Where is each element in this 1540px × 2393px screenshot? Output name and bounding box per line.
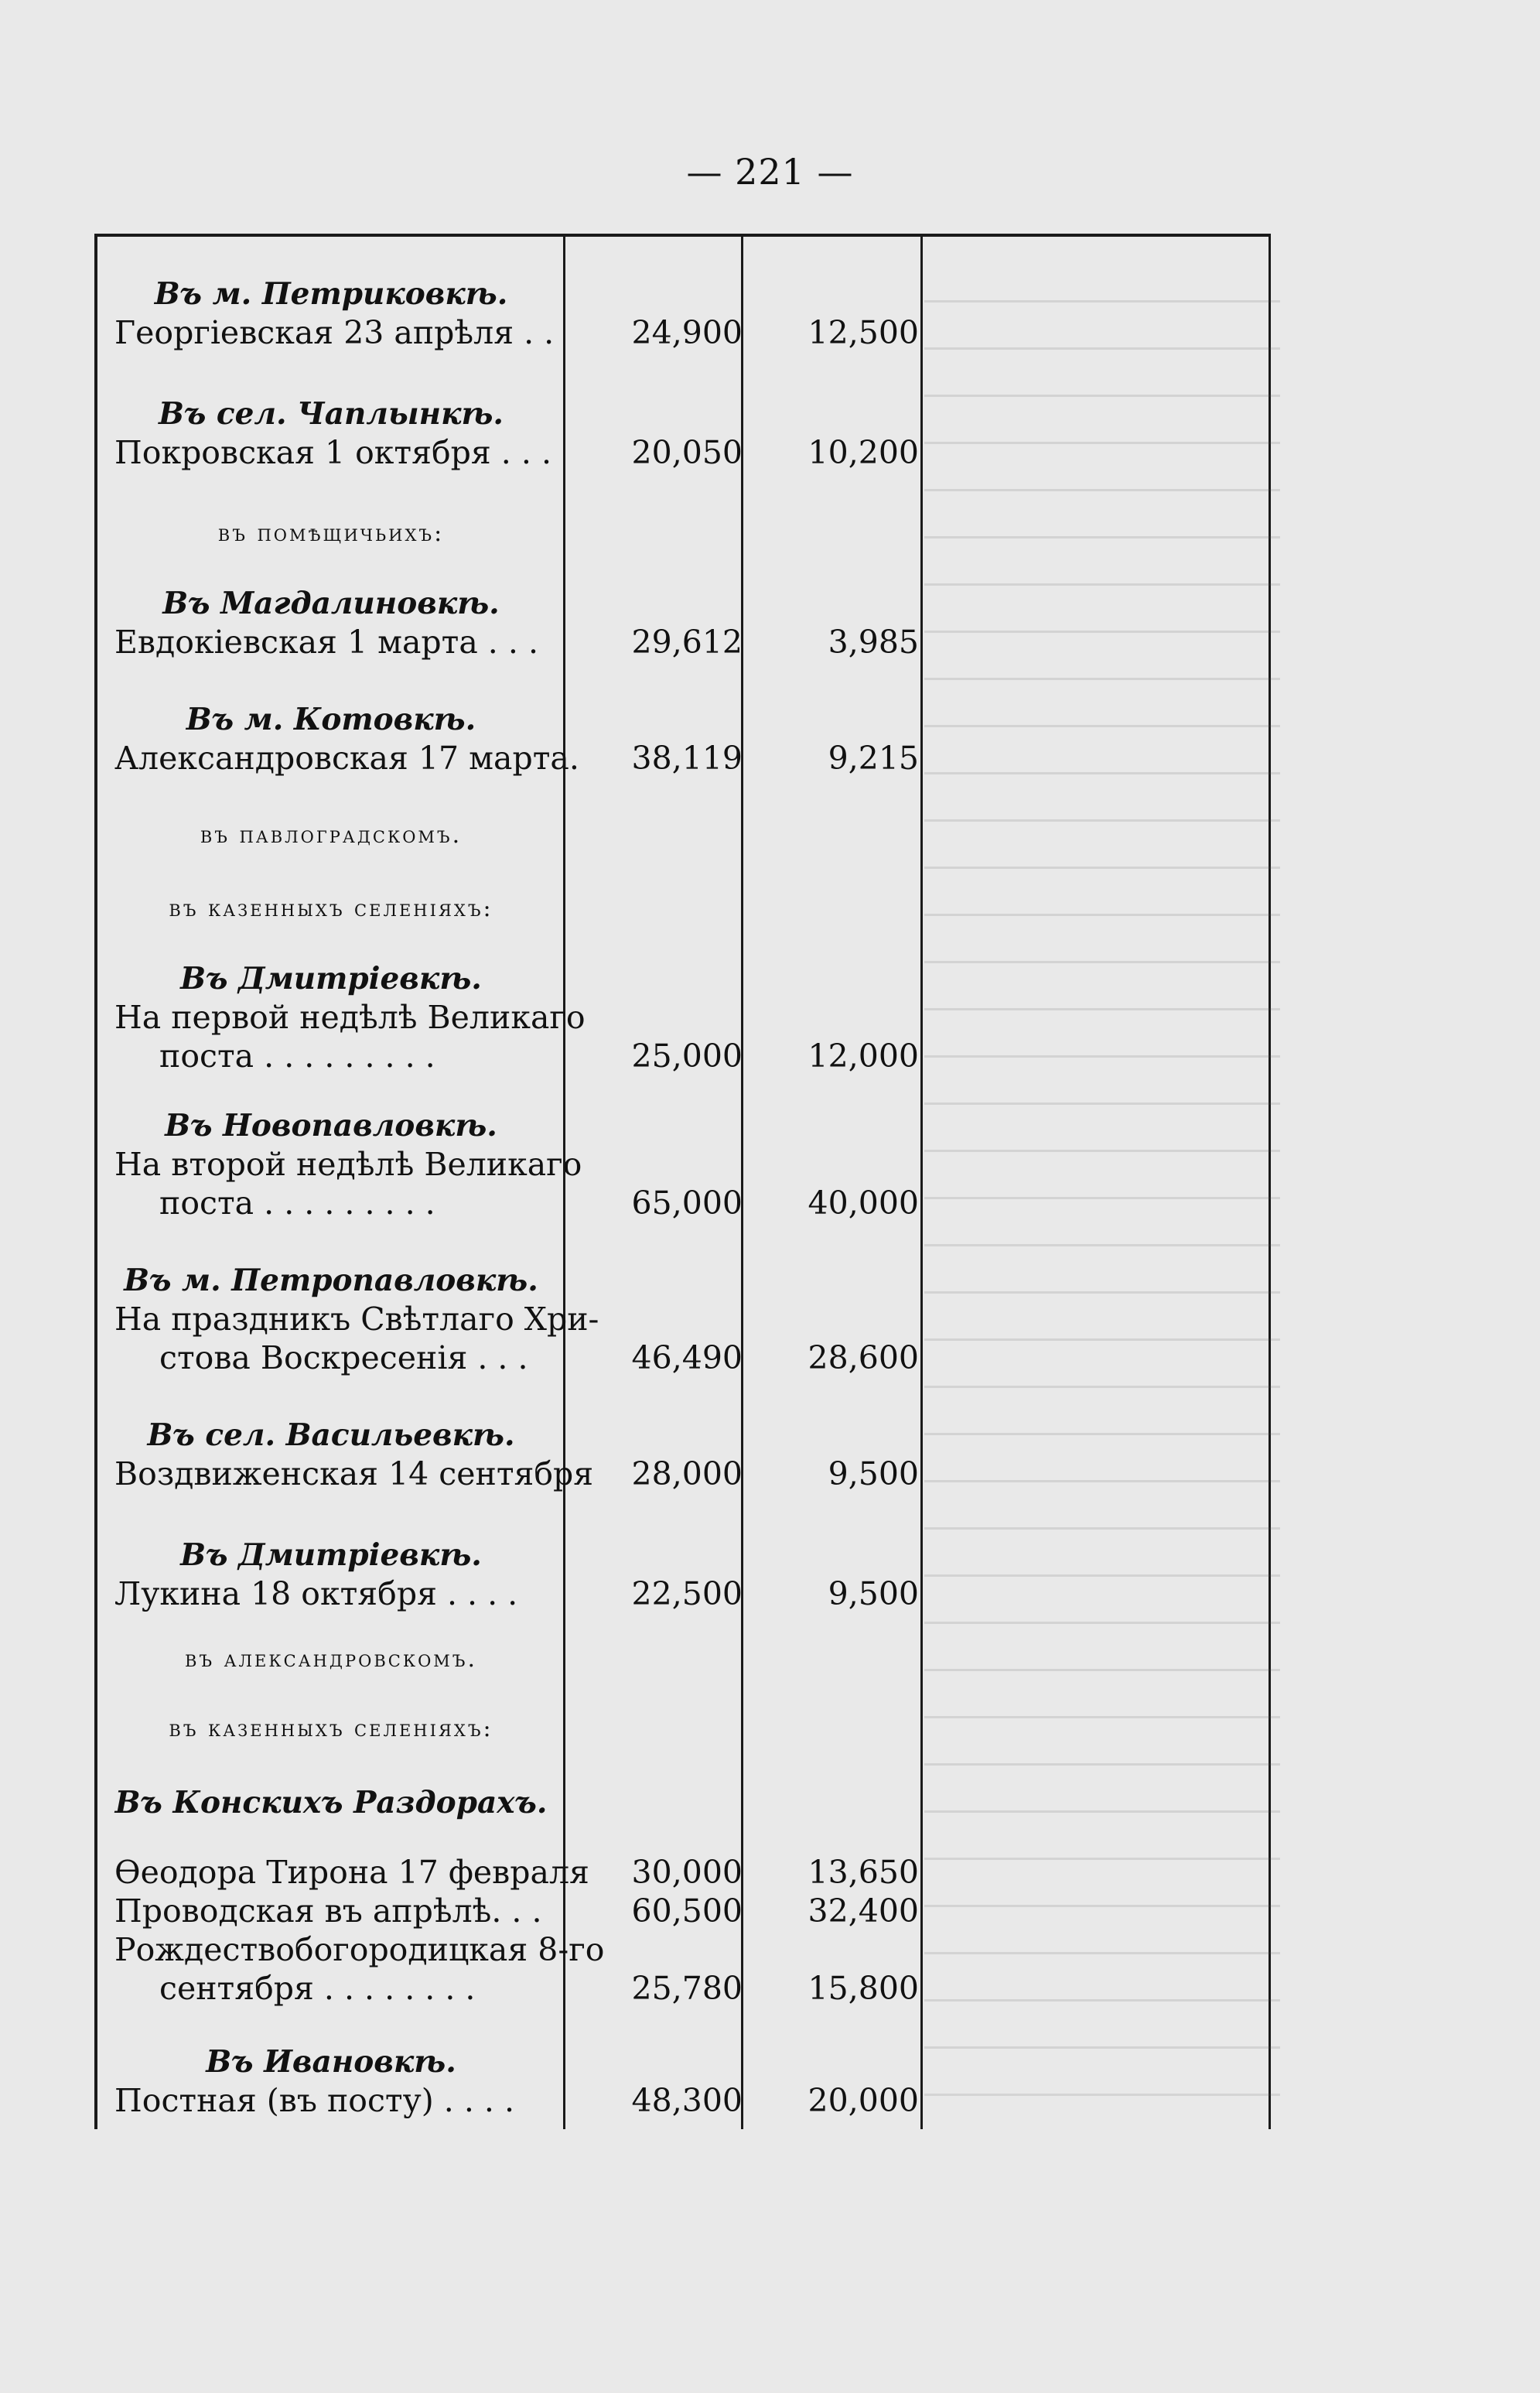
fair-entry <box>114 998 919 1037</box>
entry-label: Въ м. Петропавловкѣ. <box>124 1263 538 1298</box>
fair-entry <box>114 1892 919 1930</box>
entry-label: Евдокіевская 1 марта . . . <box>114 624 538 661</box>
value-column-2: 15,800 <box>808 1970 919 2007</box>
value-column-1: 60,500 <box>631 1892 743 1930</box>
fair-entry-continuation <box>114 1338 919 1377</box>
value-column-2: 40,000 <box>808 1185 919 1222</box>
fair-entry <box>114 739 919 778</box>
location-heading <box>114 584 919 623</box>
value-column-2: 3,985 <box>828 624 919 661</box>
value-column-2: 28,600 <box>808 1339 919 1376</box>
location-heading <box>114 1416 919 1455</box>
value-column-1: 38,119 <box>631 740 743 777</box>
fair-entry <box>114 313 919 352</box>
value-column-1: 22,500 <box>631 1575 743 1612</box>
value-column-2: 9,215 <box>828 740 919 777</box>
fair-entry <box>114 1853 919 1892</box>
entry-label: въ казенныхъ селеніяхъ: <box>169 895 493 922</box>
value-column-2: 9,500 <box>828 1575 919 1612</box>
fair-entry <box>114 2081 919 2120</box>
entry-label: Ѳеодора Тирона 17 февраля <box>114 1854 589 1891</box>
fair-entry-continuation <box>114 1037 919 1075</box>
fair-entry <box>114 1300 919 1338</box>
page-number: — 221 — <box>686 151 854 193</box>
entry-label: поста . . . . . . . . . <box>159 1185 435 1222</box>
entry-label: Въ м. Петриковкѣ. <box>154 276 508 312</box>
bleed-through-texture <box>924 255 1280 2112</box>
section-caption <box>114 1640 919 1679</box>
value-column-1: 65,000 <box>631 1185 743 1222</box>
entry-label: Лукина 18 октября . . . . <box>114 1575 518 1612</box>
entry-label: Постная (въ посту) . . . . <box>114 2082 514 2119</box>
section-caption <box>114 1710 919 1749</box>
entry-label: Въ сел. Чаплынкѣ. <box>159 396 504 432</box>
location-heading <box>114 275 919 313</box>
value-column-1: 25,780 <box>631 1970 743 2007</box>
value-column-2: 13,650 <box>808 1854 919 1891</box>
section-caption <box>114 890 919 928</box>
value-column-1: 25,000 <box>631 1038 743 1075</box>
value-column-1: 46,490 <box>631 1339 743 1376</box>
value-column-2: 9,500 <box>828 1455 919 1492</box>
entry-label: Въ Дмитріевкѣ. <box>180 1537 482 1573</box>
value-column-2: 12,500 <box>808 314 919 351</box>
value-column-1: 48,300 <box>631 2082 743 2119</box>
table-top-rule <box>94 234 1270 237</box>
value-column-1: 29,612 <box>631 624 743 661</box>
entry-label: въ помѣщичьихъ: <box>217 520 445 547</box>
location-heading <box>114 1536 919 1574</box>
value-column-1: 30,000 <box>631 1854 743 1891</box>
entry-label: На праздникъ Свѣтлаго Хри- <box>114 1301 599 1338</box>
entry-label: Въ Ивановкѣ. <box>206 2044 456 2080</box>
entry-label: Въ Конскихъ Раздорахъ. <box>114 1785 548 1820</box>
entry-label: поста . . . . . . . . . <box>159 1038 435 1075</box>
value-column-2: 10,200 <box>808 434 919 471</box>
entry-label: въ александровскомъ. <box>184 1646 478 1673</box>
entry-label: Воздвиженская 14 сентября <box>114 1455 594 1492</box>
fair-entry <box>114 1145 919 1184</box>
location-heading <box>114 395 919 433</box>
entry-label: въ казенныхъ селеніяхъ: <box>169 1715 493 1742</box>
entry-label: Покровская 1 октября . . . <box>114 434 551 471</box>
fair-entry-continuation <box>114 1969 919 2008</box>
entry-label: На второй недѣлѣ Великаго <box>114 1146 582 1183</box>
section-caption <box>114 514 919 553</box>
fair-entry-continuation <box>114 1184 919 1222</box>
value-column-1: 28,000 <box>631 1455 743 1492</box>
value-column-2: 32,400 <box>808 1892 919 1930</box>
value-column-2: 12,000 <box>808 1038 919 1075</box>
fair-entry <box>114 1574 919 1613</box>
entry-label: Георгіевская 23 апрѣля . . <box>114 314 555 351</box>
fair-entry <box>114 623 919 661</box>
location-heading <box>114 1106 919 1145</box>
entry-label: стова Воскресенія . . . <box>159 1339 528 1376</box>
fair-entry <box>114 1930 919 1969</box>
location-heading <box>114 1261 919 1300</box>
table-left-rule <box>94 234 97 2129</box>
location-heading <box>114 700 919 739</box>
entry-label: Въ Магдалиновкѣ. <box>162 586 500 621</box>
value-column-2: 20,000 <box>808 2082 919 2119</box>
entry-label: Въ м. Котовкѣ. <box>186 702 476 737</box>
entry-label: На первой недѣлѣ Великаго <box>114 999 586 1036</box>
entry-label: сентября . . . . . . . . <box>159 1970 476 2007</box>
entry-label: Проводская въ апрѣлѣ. . . <box>114 1892 542 1930</box>
value-column-1: 20,050 <box>631 434 743 471</box>
location-heading <box>114 1783 919 1822</box>
fair-entry <box>114 1455 919 1493</box>
entry-label: въ павлоградскомъ. <box>200 822 463 849</box>
value-column-1: 24,900 <box>631 314 743 351</box>
entry-label: Александровская 17 марта. <box>114 740 579 777</box>
section-caption <box>114 816 919 855</box>
entry-label: Въ сел. Васильевкѣ. <box>147 1417 515 1453</box>
column-rule-3 <box>920 234 923 2129</box>
location-heading <box>114 959 919 998</box>
entry-label: Въ Дмитріевкѣ. <box>180 961 482 997</box>
entry-label: Рождествобогородицкая 8-го <box>114 1931 605 1968</box>
fair-entry <box>114 433 919 472</box>
location-heading <box>114 2043 919 2081</box>
entry-label: Въ Новопавловкѣ. <box>165 1108 497 1144</box>
